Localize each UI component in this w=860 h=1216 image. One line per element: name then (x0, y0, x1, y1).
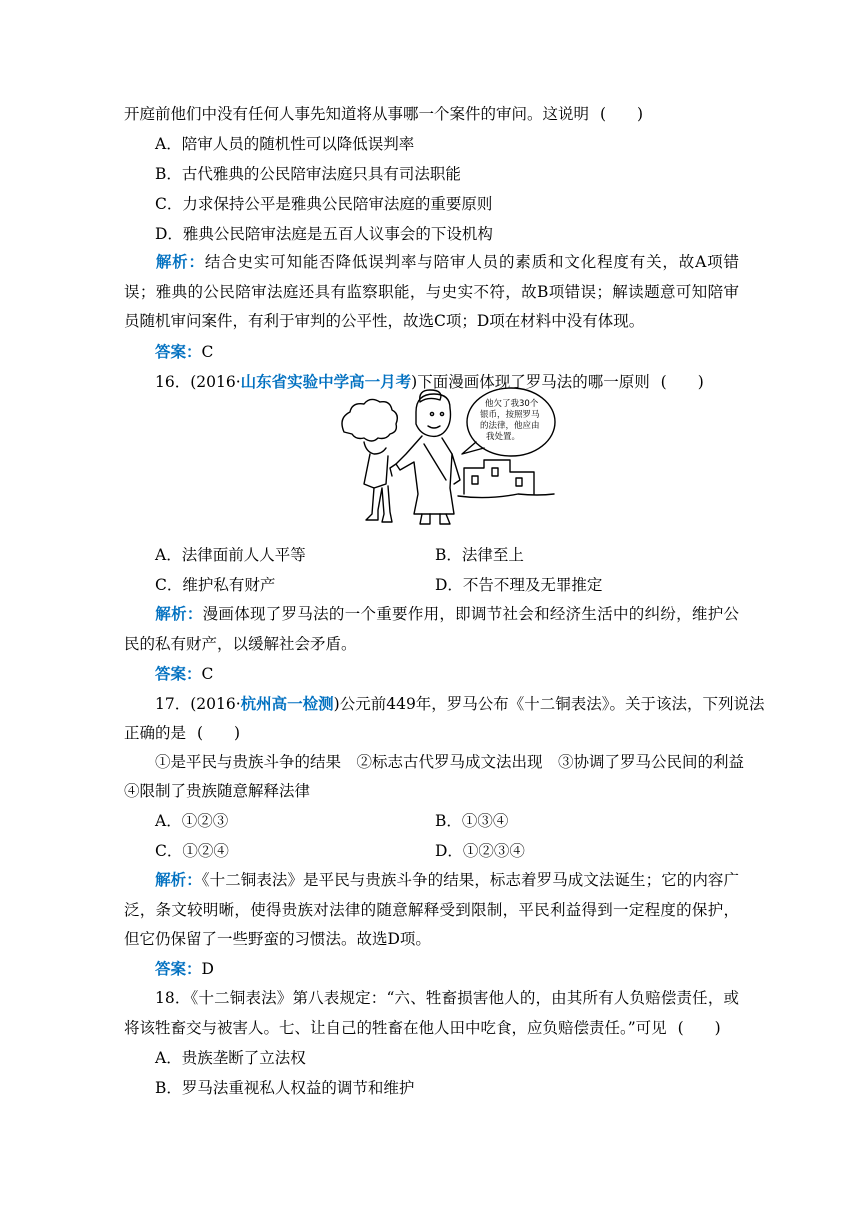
q17-option-d: D．①②③④ (435, 842, 525, 860)
q17-stem-line-2 (124, 723, 240, 743)
q15-option-b: B．古代雅典的公民陪审法庭只具有司法职能 (155, 165, 461, 183)
analysis-text: 漫画体现了罗马法的一个重要作用，即调节社会和经济生活中的纠纷，维护公民的私有财产，以缓解社会矛盾。 (124, 605, 739, 653)
q16-source: 山东省实验中学高一月考 (240, 373, 412, 391)
q16-option-a: A．法律面前人人平等 (155, 546, 306, 564)
q16-option-c: C．维护私有财产 (155, 576, 276, 594)
roman-law-cartoon (334, 384, 558, 530)
q16-number: 16．(2016· (155, 373, 241, 391)
q16-option-b: B．法律至上 (435, 546, 524, 564)
q16-analysis (124, 600, 739, 659)
q18-stem (124, 984, 739, 1043)
q17-analysis (124, 866, 739, 955)
speech-line-3: 的法律，他应由 (480, 421, 540, 431)
q15-stem-text: 开庭前他们中没有任何人事先知道将从事哪一个案件的审问。这说明 (124, 105, 590, 123)
q18-paren: ( ) (677, 1018, 721, 1037)
q18-option-a: A．贵族垄断了立法权 (155, 1049, 306, 1067)
q17-source: 杭州高一检测 (240, 695, 334, 713)
answer-value: C (201, 665, 214, 683)
answer-value: C (201, 343, 214, 361)
speech-line-1: 他欠了我30个 (485, 399, 539, 409)
speech-line-2: 银币，按照罗马 (480, 410, 540, 420)
q17-option-b: B．①③④ (435, 812, 509, 830)
answer-label: 答案： (155, 343, 202, 361)
q18-stem-text: 18．《十二铜表法》第八表规定：“六、牲畜损害他人的，由其所有人负赔偿责任，或将该牲畜交与被害人。七、让自己的牲畜在他人田中吃食，应负赔偿责任。”可见 (124, 989, 739, 1037)
q15-option-c: C．力求保持公平是雅典公民陪审法庭的重要原则 (155, 195, 493, 213)
q17-items-line-2: ④限制了贵族随意解释法律 (124, 782, 311, 800)
q16-answer (155, 664, 213, 684)
analysis-text: 结合史实可知能否降低误判率与陪审人员的素质和文化程度有关，故A项错误；雅典的公民陪审法庭还具有监察职能，与史实不符，故B项错误；解读题意可知陪审员随机审问案件，有利于审判的公平性，故选C项；D项在材料中没有体现。 (124, 253, 739, 330)
speech-line-4: 我处置。 (486, 432, 521, 442)
q15-stem-tail (124, 104, 643, 124)
q15-option-a: A．陪审人员的随机性可以降低误判率 (155, 135, 415, 153)
analysis-text: 《十二铜表法》是平民与贵族斗争的结果，标志着罗马成文法诞生；它的内容广泛，条文较明晰，使得贵族对法律的随意解释受到限制，平民利益得到一定程度的保护，但它仍保留了一些野蛮的习惯法。故选D项。 (124, 871, 739, 948)
q17-stem-text-2: 正确的是 (124, 724, 187, 742)
q17-stem-line-1 (155, 694, 765, 714)
answer-label: 答案： (155, 665, 202, 683)
analysis-label: 解析： (155, 253, 205, 271)
q18-option-b: B．罗马法重视私人权益的调节和维护 (155, 1079, 415, 1097)
analysis-label: 解析： (155, 871, 202, 889)
q15-paren: ( ) (599, 105, 644, 123)
q16-paren: ( ) (660, 373, 704, 391)
analysis-label: 解析： (155, 605, 203, 623)
answer-value: D (201, 960, 214, 978)
q15-option-d: D．雅典公民陪审法庭是五百人议事会的下设机构 (155, 225, 493, 243)
answer-label: 答案： (155, 960, 202, 978)
q17-option-c: C．①②④ (155, 842, 229, 860)
q17-number: 17．(2016· (155, 695, 241, 713)
q15-analysis (124, 248, 739, 337)
q17-answer (155, 959, 214, 979)
q17-items-line-1: ①是平民与贵族斗争的结果 ②标志古代罗马成文法出现 ③协调了罗马公民间的利益 (155, 753, 745, 771)
q17-paren: ( ) (196, 724, 241, 742)
q17-stem-text-1: )公元前449年，罗马公布《十二铜表法》。关于该法，下列说法 (333, 695, 765, 713)
q16-stem-text: )下面漫画体现了罗马法的哪一原则 (411, 373, 650, 391)
q17-option-a: A．①②③ (155, 812, 229, 830)
q16-option-d: D．不告不理及无罪推定 (435, 576, 603, 594)
q15-answer (155, 342, 213, 362)
debtor-hair (342, 399, 397, 441)
